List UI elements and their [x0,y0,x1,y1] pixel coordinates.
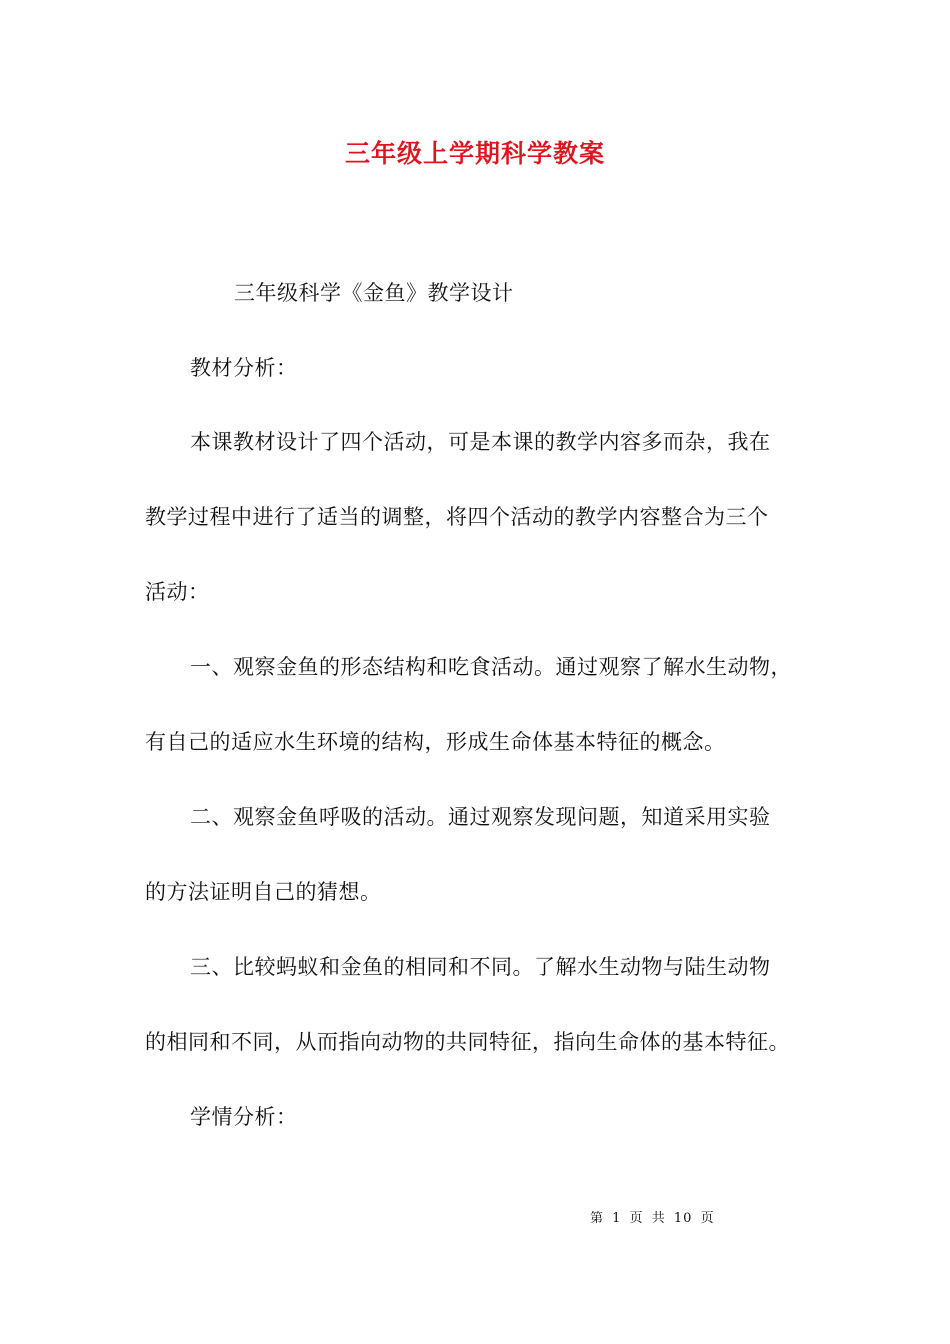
list-item-line: 的相同和不同，从而指向动物的共同特征，指向生命体的基本特征。 [145,1030,790,1054]
footer-prefix: 第 [590,1211,605,1226]
section-heading-material-analysis: 教材分析： [190,356,298,380]
footer-suffix: 页 [700,1211,715,1226]
lesson-heading: 三年级科学《金鱼》教学设计 [234,281,514,305]
section-heading-student-analysis: 学情分析： [190,1105,298,1129]
list-item-line: 二、观察金鱼呼吸的活动。通过观察发现问题，知道采用实验 [190,805,771,829]
paragraph-line: 活动： [145,580,210,604]
list-item-line: 有自己的适应水生环境的结构，形成生命体基本特征的概念。 [145,730,726,754]
footer-current-page: 1 [612,1211,622,1226]
paragraph-line: 本课教材设计了四个活动，可是本课的教学内容多而杂，我在 [190,430,771,454]
footer-page-word: 页 [629,1211,644,1226]
page-footer [590,1210,718,1228]
list-item-line: 三、比较蚂蚁和金鱼的相同和不同。了解水生动物与陆生动物 [190,955,771,979]
paragraph-line: 教学过程中进行了适当的调整，将四个活动的教学内容整合为三个 [145,505,769,529]
document-title: 三年级上学期科学教案 [344,139,605,168]
footer-total-prefix: 共 [651,1211,666,1226]
footer-total-pages: 10 [673,1211,693,1226]
list-item-line: 一、观察金鱼的形态结构和吃食活动。通过观察了解水生动物， [190,655,792,679]
list-item-line: 的方法证明自己的猜想。 [145,880,382,904]
